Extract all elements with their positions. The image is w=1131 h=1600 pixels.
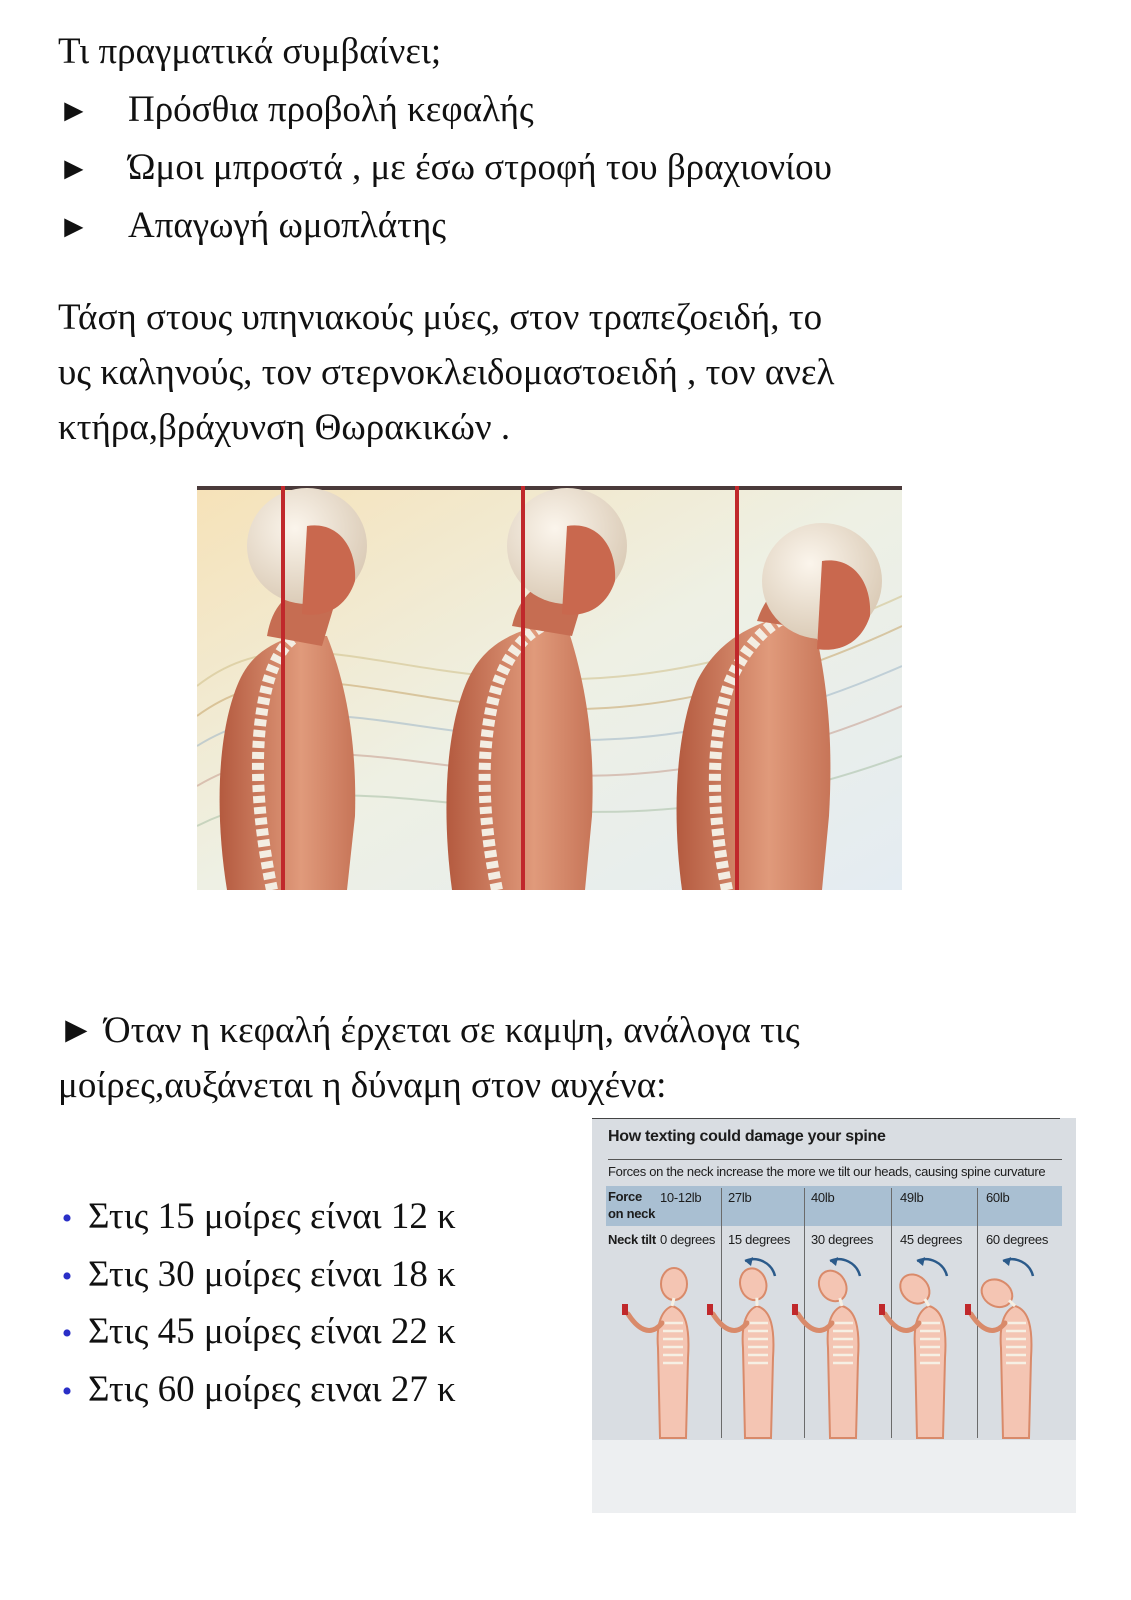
- spine-figures: [592, 1118, 1076, 1448]
- section-line: μοίρες,αυξάνεται η δύναμη στον αυχένα:: [58, 1065, 667, 1106]
- paragraph-line: κτήρα,βράχυνση Θωρακικών .: [58, 407, 511, 448]
- tilt-value: 45 degrees: [900, 1232, 963, 1247]
- force-value: 60lb: [986, 1190, 1010, 1205]
- force-value: 27lb: [728, 1190, 752, 1205]
- triangle-bullet-icon: ►: [58, 92, 90, 128]
- texting-figure: [879, 1257, 947, 1438]
- texting-figure: [792, 1257, 860, 1438]
- paragraph-line: Τάση στους υπηνιακούς μύες, στον τραπεζοειδή, το: [58, 297, 823, 338]
- force-label: on neck: [608, 1206, 656, 1221]
- force-value: 10-12lb: [660, 1190, 702, 1205]
- posture-illustration: [197, 486, 902, 890]
- force-label: Force: [608, 1189, 642, 1204]
- triangle-bullet-icon: ►: [58, 208, 90, 244]
- head-icon: [813, 1266, 855, 1312]
- texting-figure: [622, 1268, 688, 1438]
- bullet-text: Ώμοι μπροστά , με έσω στροφή του βραχιονίου: [128, 147, 832, 188]
- reference-line: [521, 486, 525, 890]
- bullet-text: Πρόσθια προβολή κεφαλής: [128, 89, 534, 130]
- infographic-title: How texting could damage your spine: [608, 1128, 886, 1145]
- reference-line: [281, 486, 285, 890]
- tilt-value: 30 degrees: [811, 1232, 874, 1247]
- bullet-dot-icon: •: [61, 1374, 73, 1408]
- force-item-text: Στις 30 μοίρες είναι 18 κ: [88, 1253, 456, 1295]
- force-value: 40lb: [811, 1190, 835, 1205]
- bullet-dot-icon: •: [61, 1317, 73, 1350]
- force-item-text: Στις 45 μοίρες είναι 22 κ: [88, 1311, 456, 1352]
- bullet-item: [58, 200, 446, 252]
- reference-line: [735, 486, 739, 890]
- bullet-dot-icon: •: [61, 1259, 73, 1293]
- force-item-text: Στις 60 μοίρες ειναι 27 κ: [88, 1368, 456, 1410]
- head-icon: [661, 1268, 687, 1306]
- force-list: [46, 1188, 456, 1418]
- list-item: [46, 1246, 456, 1304]
- bullet-text: Απαγωγή ωμοπλάτης: [128, 205, 447, 246]
- infographic-subtitle: Forces on the neck increase the more we tilt our heads, causing spine curvature: [608, 1164, 1046, 1179]
- bullet-item: [58, 142, 832, 194]
- muscle-tension-paragraph: [58, 290, 1108, 455]
- list-item: [46, 1188, 456, 1246]
- page-title: Τι πραγματικά συμβαίνει;: [58, 31, 442, 72]
- section-line: ► Όταν η κεφαλή έρχεται σε καμψη, ανάλογα τις: [58, 1010, 800, 1051]
- texting-figure: [707, 1257, 775, 1438]
- infographic-footer: [592, 1440, 1076, 1513]
- force-item-text: Στις 15 μοίρες είναι 12 κ: [88, 1196, 456, 1237]
- triangle-bullet-icon: ►: [58, 150, 90, 186]
- bullet-dot-icon: •: [61, 1202, 73, 1235]
- tilt-value: 15 degrees: [728, 1232, 791, 1247]
- paragraph-line: υς καληνούς, τον στερνοκλειδομαστοειδή , τον ανελ: [58, 352, 835, 393]
- texting-figure: [965, 1257, 1033, 1438]
- texting-spine-infographic: [592, 1118, 1076, 1513]
- head-icon: [737, 1265, 772, 1308]
- list-item: [46, 1303, 456, 1361]
- force-value: 49lb: [900, 1190, 924, 1205]
- neck-flexion-section: [58, 1003, 800, 1113]
- neck-tilt-label: Neck tilt: [608, 1232, 656, 1247]
- tilt-value: 60 degrees: [986, 1232, 1049, 1247]
- tilt-value: 0 degrees: [660, 1232, 716, 1247]
- bullet-item: [58, 84, 534, 136]
- list-item: [46, 1361, 456, 1419]
